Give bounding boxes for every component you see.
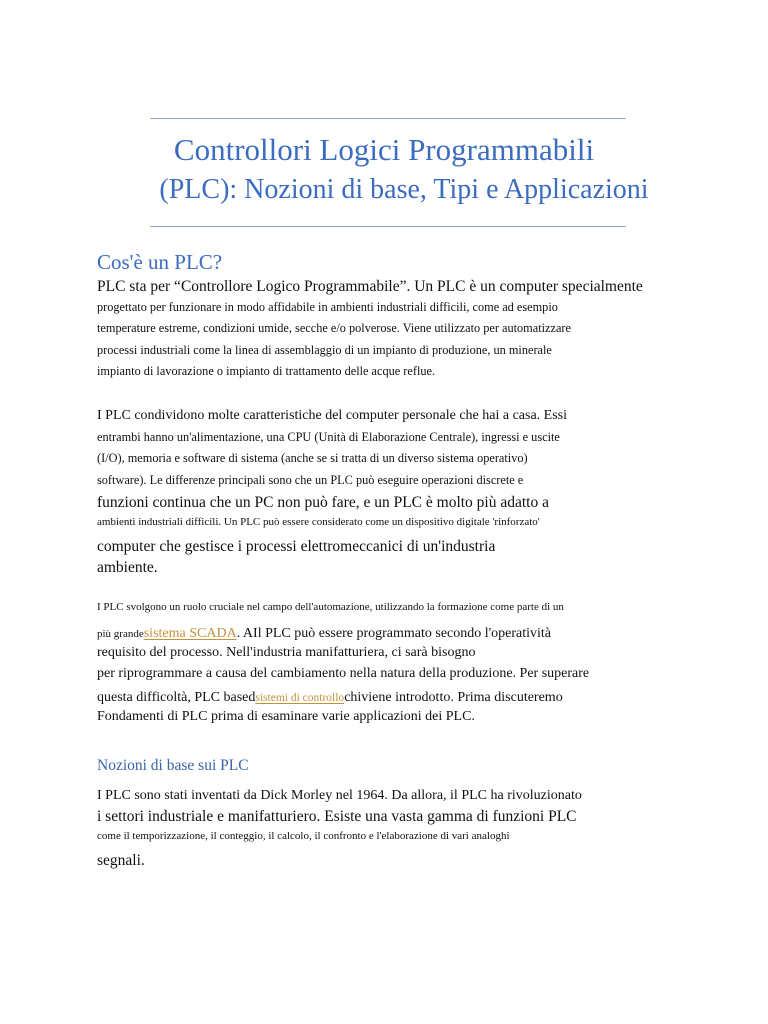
title-bottom-rule (150, 226, 626, 227)
paragraph-line: impianto di lavorazione o impianto di trattamento delle acque reflue. (97, 364, 436, 378)
paragraph-line: funzioni continua che un PC non può fare, e un PLC è molto più adatto a (97, 494, 549, 511)
paragraph-line: I PLC condividono molte caratteristiche del computer personale che hai a casa. Essi (97, 408, 568, 423)
paragraph-text: chiviene introdotto. Prima discuteremo (344, 690, 563, 705)
title-top-rule (150, 118, 626, 119)
paragraph-text: . AIl PLC può essere programmato secondo l'operatività (236, 626, 552, 641)
paragraph-line-with-link (97, 688, 563, 706)
section-heading-what-is-plc: Cos'è un PLC? (97, 250, 223, 274)
paragraph-line: entrambi hanno un'alimentazione, una CPU (Unità di Elaborazione Centrale), ingressi e uscite (97, 430, 560, 444)
paragraph-line: per riprogrammare a causa del cambiamento nella natura della produzione. Per superare (97, 666, 590, 681)
paragraph-line: (I/O), memoria e software di sistema (anche se si tratta di un diverso sistema operativo) (97, 451, 528, 465)
paragraph-line: i settori industriale e manifatturiero. Esiste una vasta gamma di funzioni PLC (97, 808, 577, 825)
paragraph-line: temperature estreme, condizioni umide, secche e/o polverose. Viene utilizzato per automatizzare (97, 321, 571, 335)
paragraph-text: più grande (97, 628, 144, 640)
paragraph-line: requisito del processo. Nell'industria manifatturiera, ci sarà bisogno (97, 645, 476, 660)
paragraph-line: ambienti industriali difficili. Un PLC può essere considerato come un dispositivo digitale 'rinforzato' (97, 516, 540, 528)
paragraph-line: I PLC svolgono un ruolo cruciale nel campo dell'automazione, utilizzando la formazione come parte di un (97, 601, 564, 613)
paragraph-line-with-link (97, 624, 551, 642)
paragraph-line: computer che gestisce i processi elettromeccanici di un'industria (97, 538, 496, 555)
paragraph-line: I PLC sono stati inventati da Dick Morley nel 1964. Da allora, il PLC ha rivoluzionato (97, 788, 582, 803)
paragraph-line: PLC sta per “Controllore Logico Programmabile”. Un PLC è un computer specialmente (97, 278, 643, 295)
page-subtitle: (PLC): Nozioni di base, Tipi e Applicazioni (159, 174, 649, 205)
page-title: Controllori Logici Programmabili (173, 132, 595, 167)
paragraph-line: segnali. (97, 852, 145, 869)
paragraph-line: come il temporizzazione, il conteggio, il calcolo, il confronto e l'elaborazione di vari analoghi (97, 830, 510, 842)
section-heading-plc-basics: Nozioni di base sui PLC (97, 757, 249, 774)
paragraph-line: processi industriali come la linea di assemblaggio di un impianto di produzione, un minerale (97, 343, 552, 357)
paragraph-line: ambiente. (97, 559, 158, 576)
paragraph-text: questa difficoltà, PLC based (97, 690, 256, 705)
scada-link[interactable]: sistema SCADA (143, 626, 237, 641)
control-systems-link[interactable]: sistemi di controllo (255, 692, 345, 704)
paragraph-line: software). Le differenze principali sono che un PLC può eseguire operazioni discrete e (97, 473, 524, 487)
paragraph-line: Fondamenti di PLC prima di esaminare varie applicazioni dei PLC. (97, 709, 475, 724)
paragraph-line: progettato per funzionare in modo affidabile in ambienti industriali difficili, come ad esempio (97, 300, 558, 314)
